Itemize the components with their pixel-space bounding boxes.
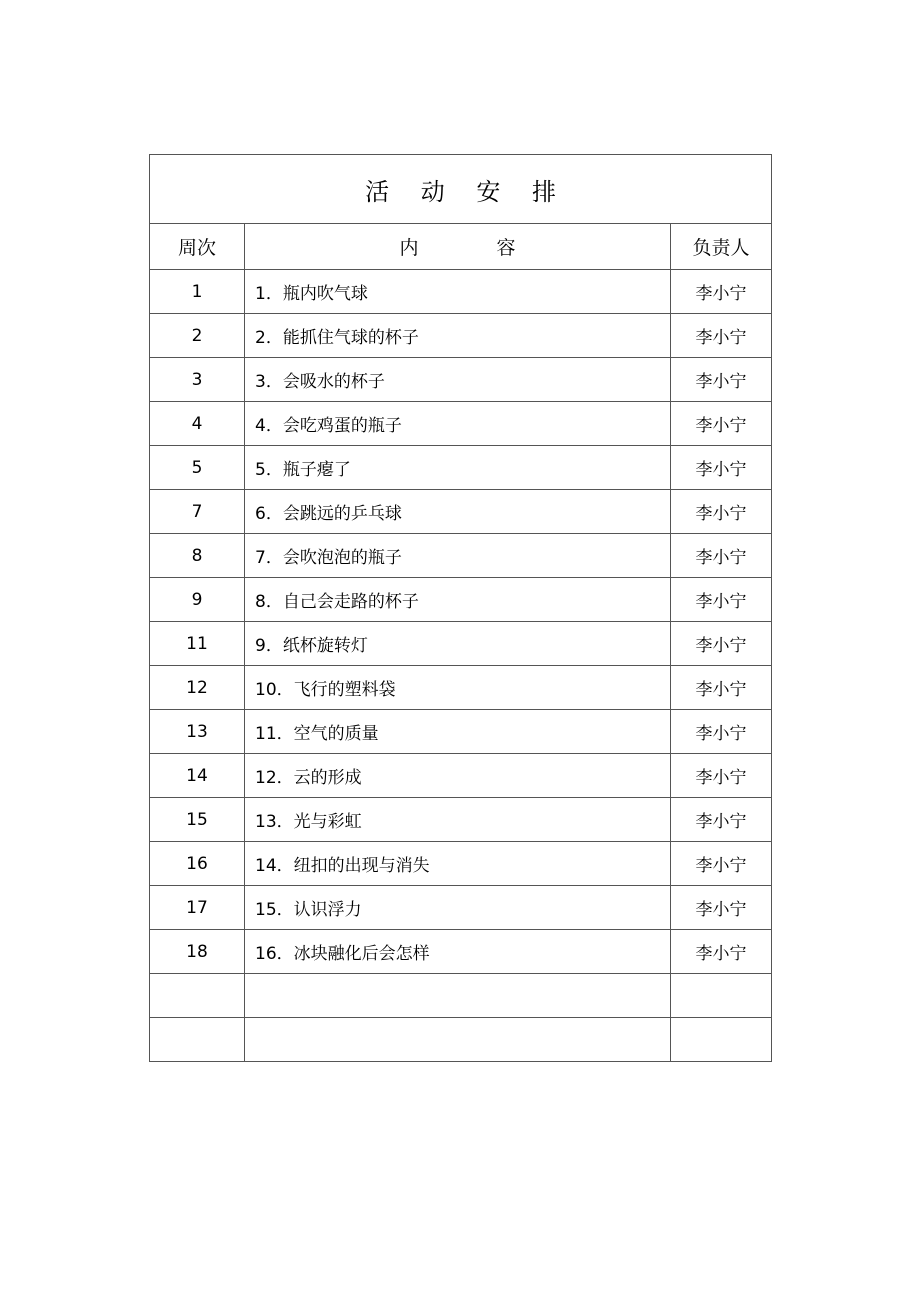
week-cell <box>150 1018 245 1062</box>
owner-cell: 李小宁 <box>671 930 772 974</box>
week-cell: 18 <box>150 930 245 974</box>
table-row <box>150 666 772 710</box>
owner-cell: 李小宁 <box>671 842 772 886</box>
table-row <box>150 578 772 622</box>
owner-cell: 李小宁 <box>671 578 772 622</box>
owner-cell: 李小宁 <box>671 402 772 446</box>
owner-cell: 李小宁 <box>671 710 772 754</box>
header-owner: 负责人 <box>671 224 772 270</box>
table-row <box>150 886 772 930</box>
week-cell: 14 <box>150 754 245 798</box>
table-row <box>150 270 772 314</box>
content-cell: 6．会跳远的乒乓球 <box>245 490 671 534</box>
week-cell: 12 <box>150 666 245 710</box>
table-row <box>150 622 772 666</box>
content-cell: 5．瓶子瘪了 <box>245 446 671 490</box>
title-row <box>150 155 772 224</box>
owner-cell: 李小宁 <box>671 886 772 930</box>
table-row <box>150 358 772 402</box>
table-row <box>150 842 772 886</box>
content-cell: 10．飞行的塑料袋 <box>245 666 671 710</box>
week-cell: 15 <box>150 798 245 842</box>
owner-cell: 李小宁 <box>671 534 772 578</box>
table-row <box>150 534 772 578</box>
table-row <box>150 974 772 1018</box>
header-week: 周次 <box>150 224 245 270</box>
table-title: 活 动 安 排 <box>150 155 772 224</box>
content-cell: 13．光与彩虹 <box>245 798 671 842</box>
content-cell: 4．会吃鸡蛋的瓶子 <box>245 402 671 446</box>
content-cell: 3．会吸水的杯子 <box>245 358 671 402</box>
content-cell: 15．认识浮力 <box>245 886 671 930</box>
week-cell: 4 <box>150 402 245 446</box>
week-cell: 5 <box>150 446 245 490</box>
table-row <box>150 930 772 974</box>
week-cell: 16 <box>150 842 245 886</box>
content-cell: 9．纸杯旋转灯 <box>245 622 671 666</box>
owner-cell <box>671 1018 772 1062</box>
week-cell: 7 <box>150 490 245 534</box>
owner-cell: 李小宁 <box>671 754 772 798</box>
owner-cell: 李小宁 <box>671 446 772 490</box>
schedule-table <box>149 154 772 1062</box>
table-row <box>150 798 772 842</box>
table-row <box>150 446 772 490</box>
owner-cell: 李小宁 <box>671 270 772 314</box>
week-cell: 13 <box>150 710 245 754</box>
table-row <box>150 402 772 446</box>
content-cell: 2．能抓住气球的杯子 <box>245 314 671 358</box>
content-cell: 12．云的形成 <box>245 754 671 798</box>
table-row <box>150 710 772 754</box>
content-cell <box>245 1018 671 1062</box>
owner-cell: 李小宁 <box>671 490 772 534</box>
owner-cell: 李小宁 <box>671 666 772 710</box>
week-cell: 8 <box>150 534 245 578</box>
owner-cell: 李小宁 <box>671 798 772 842</box>
header-row <box>150 224 772 270</box>
owner-cell: 李小宁 <box>671 358 772 402</box>
header-content: 内 容 <box>245 224 671 270</box>
content-cell: 1．瓶内吹气球 <box>245 270 671 314</box>
week-cell <box>150 974 245 1018</box>
owner-cell: 李小宁 <box>671 314 772 358</box>
table-row <box>150 314 772 358</box>
table-row <box>150 1018 772 1062</box>
content-cell: 7．会吹泡泡的瓶子 <box>245 534 671 578</box>
week-cell: 1 <box>150 270 245 314</box>
owner-cell <box>671 974 772 1018</box>
content-cell: 16．冰块融化后会怎样 <box>245 930 671 974</box>
content-cell: 8．自己会走路的杯子 <box>245 578 671 622</box>
table-row <box>150 754 772 798</box>
content-cell: 11．空气的质量 <box>245 710 671 754</box>
content-cell: 14．纽扣的出现与消失 <box>245 842 671 886</box>
table-row <box>150 490 772 534</box>
owner-cell: 李小宁 <box>671 622 772 666</box>
content-cell <box>245 974 671 1018</box>
week-cell: 9 <box>150 578 245 622</box>
schedule-sheet <box>149 154 771 1062</box>
week-cell: 17 <box>150 886 245 930</box>
week-cell: 11 <box>150 622 245 666</box>
week-cell: 2 <box>150 314 245 358</box>
week-cell: 3 <box>150 358 245 402</box>
